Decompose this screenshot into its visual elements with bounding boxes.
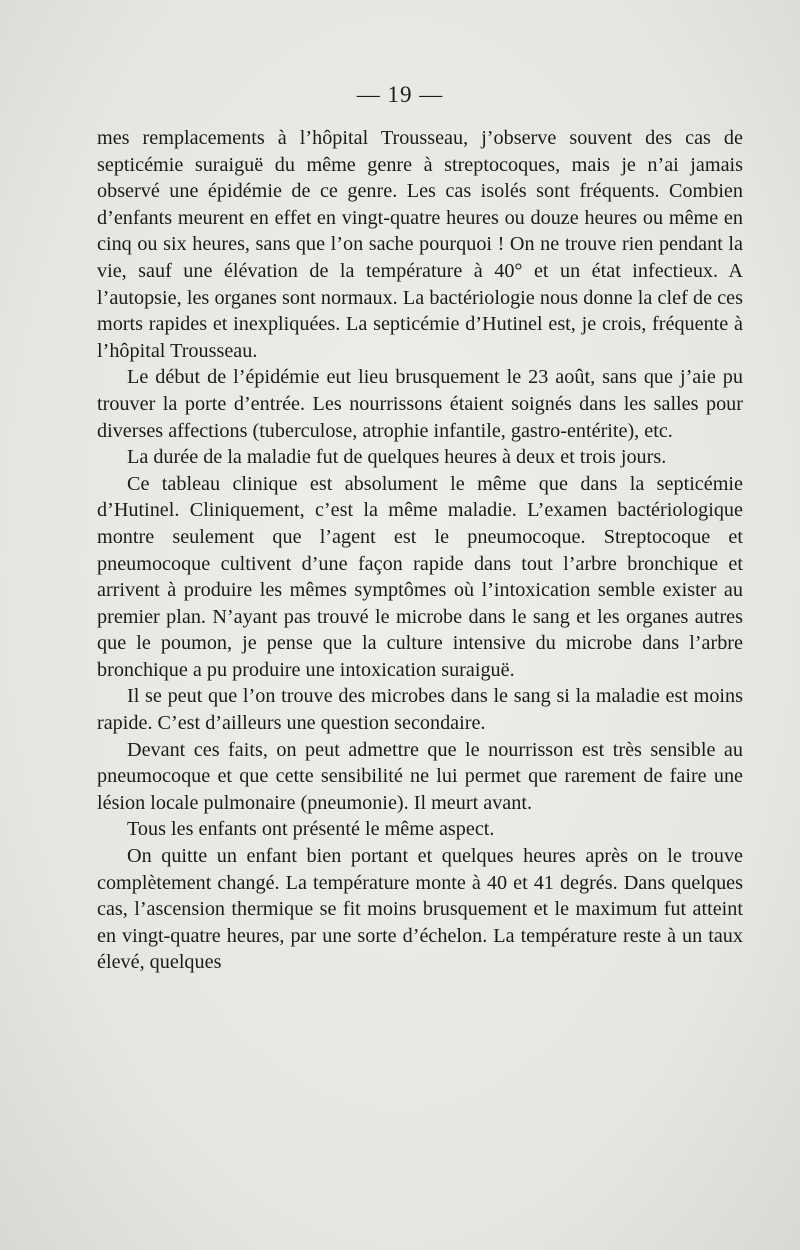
paragraph: On quitte un enfant bien portant et quelques heures après on le trouve complètement changé. La température monte à 40 et 41 degrés. Dans quelques cas, l’ascension thermique se fit moins brusquement et le maximum fut atteint en vingt-quatre heures, par une sorte d’échelon. La température reste à un taux élevé, quelques xyxy=(97,845,743,974)
paragraph: La durée de la maladie fut de quelques heures à deux et trois jours. xyxy=(127,446,667,469)
paragraph: Ce tableau clinique est absolument le même que dans la septicémie d’Hutinel. Cliniquement, c’est la même maladie. L’examen bactériologique montre seulement que l’agent est le pneumocoque. Streptocoque et pneumocoque cultivent d’une façon rapide dans tout l’arbre bronchique et arrivent à produire les mêmes symptômes où l’intoxication semble exister au premier plan. N’ayant pas trouvé le microbe dans le sang et les organes autres que le poumon, je pense que la culture intensive du microbe dans l’arbre bronchique a pu produire une intoxication suraiguë. xyxy=(97,472,743,681)
body-text xyxy=(97,125,743,976)
paragraph: mes remplacements à l’hôpital Trousseau, j’observe souvent des cas de septicémie suraiguë du même genre à streptocoques, mais je n’ai jamais observé une épidémie de ce genre. Les cas isolés sont fréquents. Combien d’enfants meurent en effet en vingt-quatre heures ou douze heures ou même en cinq ou six heures, sans que l’on sache pourquoi ! On ne trouve rien pendant la vie, sauf une élévation de la température à 40° et un état infectieux. A l’autopsie, les organes sont normaux. La bactériologie nous donne la clef de ces morts rapides et inexpliquées. La septicémie d’Hutinel est, je crois, fréquente à l’hôpital Trousseau. xyxy=(97,127,743,362)
page-number: — 19 — xyxy=(356,82,444,107)
paragraph: Devant ces faits, on peut admettre que le nourrisson est très sensible au pneumocoque et que cette sensibilité ne lui permet que rarement de faire une lésion locale pulmonaire (pneumonie). Il meurt avant. xyxy=(97,738,743,814)
paragraph: Tous les enfants ont présenté le même aspect. xyxy=(127,818,495,841)
paragraph: Il se peut que l’on trouve des microbes dans le sang si la maladie est moins rapide. C’est d’ailleurs une question secondaire. xyxy=(97,685,743,735)
paragraph: Le début de l’épidémie eut lieu brusquement le 23 août, sans que j’aie pu trouver la porte d’entrée. Les nourrissons étaient soignés dans les salles pour diverses affections (tuberculose, atrophie infantile, gastro-entérite), etc. xyxy=(97,366,743,442)
